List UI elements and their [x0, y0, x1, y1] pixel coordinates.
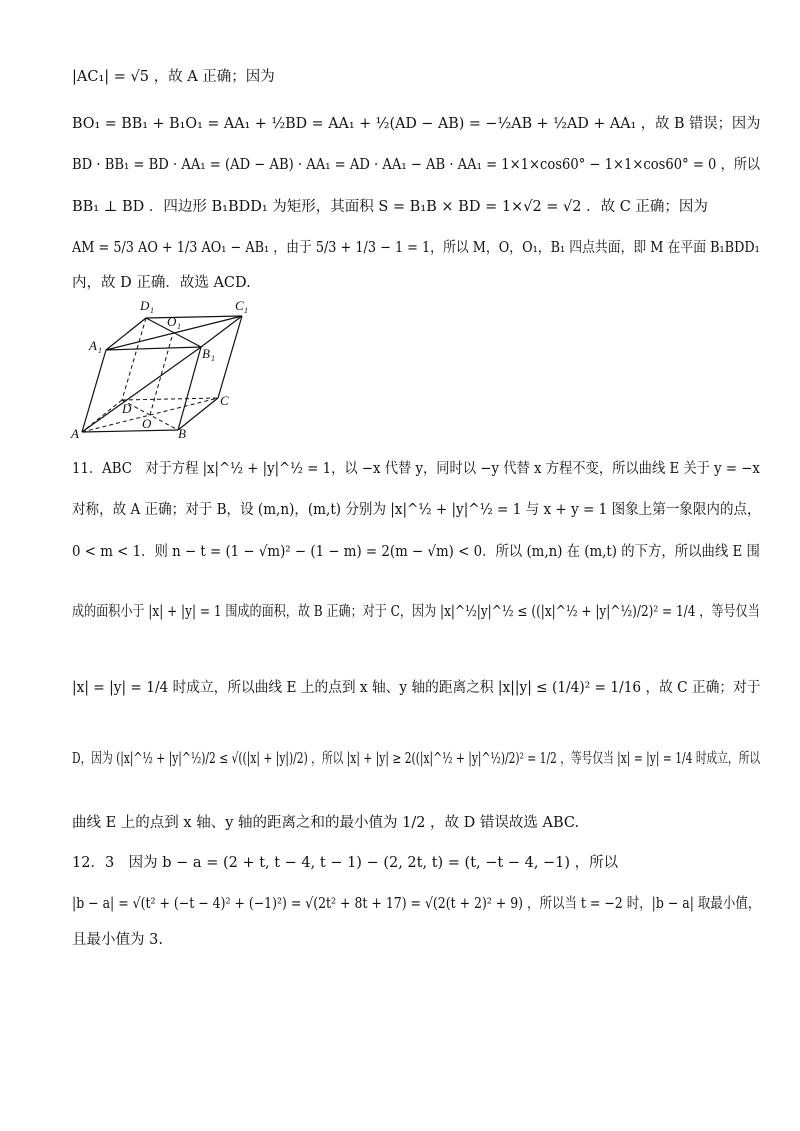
solution-line: 对称，故 A 正确；对于 B，设 (m,n)，(m,t) 分别为 |x|^½ + |y|^½ = 1 与 x + y = 1 图象上第一象限内的点，	[72, 502, 761, 518]
hidden-edge-d1d	[122, 318, 146, 400]
svg-text:1: 1	[211, 354, 215, 363]
solution-line: |b − a| = √(t² + (−t − 4)² + (−1)²) = √(2t² + 8t + 17) = √(2(t + 2)² + 9) ，所以当 t = −2 时，|b − a| 取最小值，	[72, 896, 761, 912]
solution-line: BB₁ ⊥ BD ．四边形 B₁BDD₁ 为矩形，其面积 S = B₁B × BD = 1×√2 = √2 ．故 C 正确；因为	[72, 199, 708, 215]
label-b1: B	[202, 346, 210, 361]
label-o1: O	[167, 314, 177, 329]
edge-a1a	[82, 350, 106, 432]
solution-line: 且最小值为 3.	[72, 932, 163, 948]
solution-line: BD · BB₁ = BD · AA₁ = (AD − AB) · AA₁ = AD · AA₁ − AB · AA₁ = 1×1×cos60° − 1×1×cos60° = 0 ，所以	[72, 157, 760, 173]
edge-d1c1	[146, 316, 242, 318]
label-d: D	[122, 401, 132, 416]
edge-c1c	[218, 316, 242, 398]
solution-line: 曲线 E 上的点到 x 轴、y 轴的距离之和的最小值为 1/2 ，故 D 错误故选 ABC.	[72, 815, 580, 831]
label-d1: D	[140, 298, 150, 313]
solution-line: 12．3 因为 b − a = (2 + t, t − 4, t − 1) − (2, 2t, t) = (t, −t − 4, −1) ，所以	[72, 855, 619, 871]
solution-line: 内，故 D 正确．故选 ACD.	[72, 275, 251, 291]
svg-text:1: 1	[244, 306, 248, 315]
label-a1: A	[89, 338, 97, 353]
edge-a1b1	[106, 347, 201, 350]
solution-line: 成的面积小于 |x| + |y| = 1 围成的面积，故 B 正确；对于 C，因为 |x|^½|y|^½ ≤ ((|x|^½ + |y|^½)/2)² = 1/4 ，等号仅当	[72, 604, 760, 620]
solution-line: 0 < m < 1．则 n − t = (1 − √m)² − (1 − m) = 2(m − √m) < 0．所以 (m,n) 在 (m,t) 的下方，所以曲线 E 围	[72, 544, 760, 560]
solution-line: |AC₁| = √5 ，故 A 正确；因为	[72, 69, 275, 85]
solution-line: |x| = |y| = 1/4 时成立，所以曲线 E 上的点到 x 轴、y 轴的距离之积 |x||y| ≤ (1/4)² = 1/16 ，故 C 正确；对于	[72, 680, 761, 696]
parallelepiped-figure	[66, 296, 246, 442]
solution-line: AM = 5/3 AO + 1/3 AO₁ − AB₁ ，由于 5/3 + 1/3 − 1 = 1，所以 M，O，O₁，B₁ 四点共面，即 M 在平面 B₁BDD₁	[72, 240, 760, 256]
label-c1: C	[235, 298, 244, 313]
hidden-edge-da	[82, 400, 122, 432]
label-a: A	[71, 426, 79, 441]
solution-line: 11．ABC 对于方程 |x|^½ + |y|^½ = 1，以 −x 代替 y，同时以 −y 代替 x 方程不变，所以曲线 E 关于 y = −x	[72, 461, 760, 477]
svg-text:1: 1	[98, 346, 102, 355]
svg-text:1: 1	[177, 322, 181, 331]
solution-line: D，因为 (|x|^½ + |y|^½)/2 ≤ √((|x| + |y|)/2) ，所以 |x| + |y| ≥ 2((|x|^½ + |y|^½)/2)² = 1/2 ，等号仅当 |x| = |y| = 1/4 时成立，所以	[72, 751, 761, 767]
hidden-line-oo1	[150, 333, 173, 415]
label-b: B	[178, 426, 186, 441]
svg-text:1: 1	[150, 306, 154, 315]
label-o: O	[142, 416, 152, 431]
edge-b1b	[178, 347, 201, 430]
label-c: C	[220, 393, 229, 408]
hidden-edge-dc	[122, 398, 218, 400]
solution-line: BO₁ = BB₁ + B₁O₁ = AA₁ + ½BD = AA₁ + ½(AD − AB) = −½AB + ½AD + AA₁ ，故 B 错误；因为	[72, 116, 761, 132]
edge-ab	[82, 430, 178, 432]
